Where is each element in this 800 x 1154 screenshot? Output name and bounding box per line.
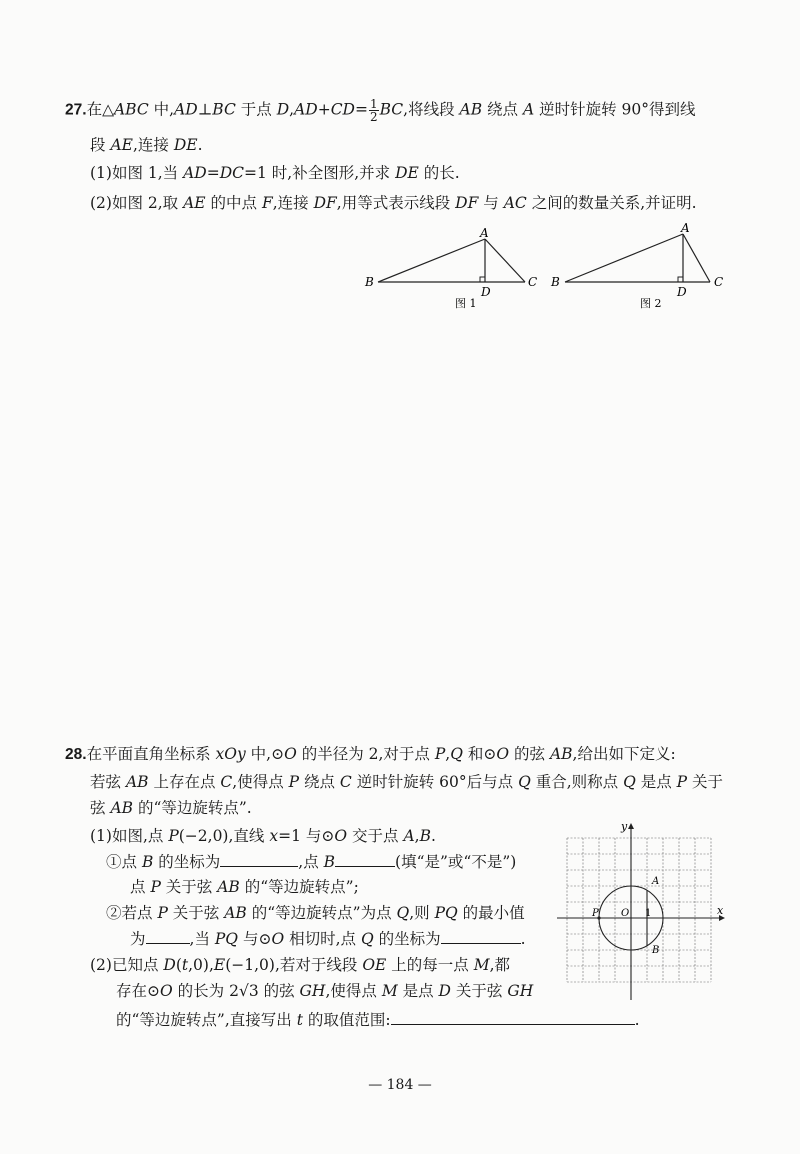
label-a: A bbox=[480, 226, 489, 240]
answer-blank-is-or-not[interactable] bbox=[335, 852, 395, 867]
q28-sub2-cont: 为 ,当 PQ 与⊙O 相切时,点 Q 的坐标为 . bbox=[130, 930, 526, 948]
label-p: P bbox=[592, 908, 599, 919]
label-a: A bbox=[652, 876, 660, 887]
coordinate-grid-figure bbox=[555, 818, 730, 1003]
label-one: 1 bbox=[645, 908, 652, 919]
q28-sub2: ②若点 P 关于弦 AB 的“等边旋转点”为点 Q,则 PQ 的最小值 bbox=[106, 904, 525, 922]
q28-part1: (1)如图,点 P(−2,0),直线 x=1 与⊙O 交于点 A,B. bbox=[90, 827, 436, 845]
y-axis-arrow bbox=[628, 823, 634, 829]
q28-part2-end: 的“等边旋转点”,直接写出 t 的取值范围: . bbox=[116, 1011, 640, 1029]
label-d: D bbox=[481, 285, 491, 299]
figure-1 bbox=[360, 225, 550, 340]
q28-line2: 若弦 AB 上存在点 C,使得点 P 绕点 C 逆时针旋转 60°后与点 Q 重合,则称点 Q 是点 P 关于 bbox=[90, 773, 724, 791]
answer-blank-t-range[interactable] bbox=[391, 1010, 635, 1025]
q28-sub1-cont: 点 P 关于弦 AB 的“等边旋转点”; bbox=[130, 878, 359, 896]
q27-number: 27. bbox=[65, 101, 87, 119]
q28-sub1: ①点 B 的坐标为 ,点 B (填“是”或“不是”) bbox=[106, 853, 517, 871]
q27-line2: 段 AE,连接 DE. bbox=[90, 136, 203, 154]
segment-ac bbox=[485, 239, 525, 282]
label-b: B bbox=[551, 275, 560, 289]
answer-blank-pq-min[interactable] bbox=[146, 929, 190, 944]
q28-part2: (2)已知点 D(t,0),E(−1,0),若对于线段 OE 上的每一点 M,都 bbox=[90, 956, 511, 974]
q27-part2: (2)如图 2,取 AE 的中点 F,连接 DF,用等式表示线段 DF 与 AC 之间的数量关系,并证明. bbox=[90, 194, 697, 212]
label-c: C bbox=[528, 275, 538, 289]
label-b: B bbox=[652, 945, 660, 956]
label-a: A bbox=[681, 221, 690, 235]
sqrt-3: √3 bbox=[238, 982, 259, 1000]
right-angle-mark bbox=[678, 277, 683, 282]
figure-2 bbox=[545, 220, 735, 340]
page-number: — 184 — bbox=[368, 1077, 432, 1093]
segment-ac bbox=[683, 234, 710, 282]
q28-number: 28. bbox=[65, 746, 87, 763]
q28-part2-cont: 存在⊙O 的长为 2√3 的弦 GH,使得点 M 是点 D 关于弦 GH bbox=[116, 982, 534, 1000]
label-d: D bbox=[677, 285, 687, 299]
q28-line3: 弦 AB 的“等边旋转点”. bbox=[90, 799, 252, 817]
label-c: C bbox=[714, 275, 724, 289]
label-b: B bbox=[365, 275, 374, 289]
answer-blank-b-coordinate[interactable] bbox=[220, 852, 298, 867]
answer-blank-q-coordinate[interactable] bbox=[441, 929, 521, 944]
grid bbox=[567, 838, 711, 982]
fraction-one-half: $\frac{1}{2}$ bbox=[369, 97, 378, 124]
right-angle-mark bbox=[480, 277, 485, 282]
q27-line1: 27.在△ABC 中,AD⊥BC 于点 D,AD+CD= $\frac{1}{2}$ BC,将线段 AB 绕点 A 逆时针旋转 90°得到线 bbox=[65, 97, 696, 124]
q27-part1: (1)如图 1,当 AD=DC=1 时,补全图形,并求 DE 的长. bbox=[90, 164, 460, 182]
q28-line1: 28.在平面直角坐标系 xOy 中,⊙O 的半径为 2,对于点 P,Q 和⊙O 的弦 AB,给出如下定义: bbox=[65, 745, 676, 763]
segment-ba bbox=[378, 239, 485, 282]
label-o: O bbox=[621, 908, 630, 919]
figure-2-caption: 图 2 bbox=[640, 297, 662, 310]
label-x: x bbox=[717, 904, 724, 917]
figure-1-caption: 图 1 bbox=[455, 297, 477, 310]
segment-ba bbox=[565, 234, 683, 282]
label-y: y bbox=[621, 820, 628, 833]
